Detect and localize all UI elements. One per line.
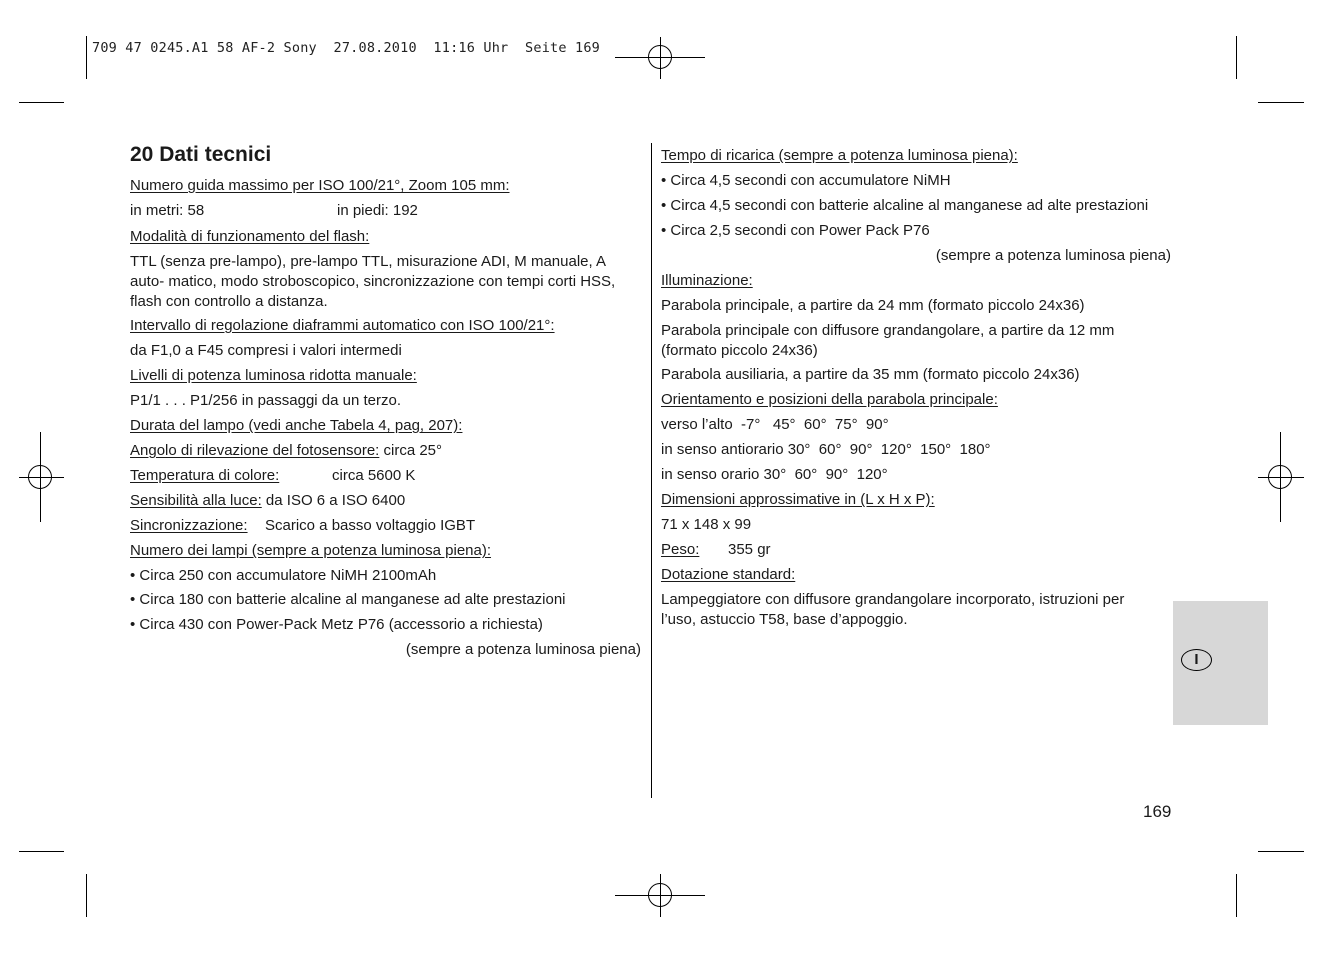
sensor-row [130, 441, 442, 461]
list-item: • Circa 180 con batterie alcaline al manganese ad alte prestazioni [130, 591, 566, 608]
list-item: • Circa 4,5 secondi con accumulatore NiMH [661, 172, 951, 189]
illumination-main: Parabola principale, a partire da 24 mm (formato piccolo 24x36) [661, 297, 1085, 314]
flashes-note: (sempre a potenza luminosa piena) [405, 641, 641, 658]
orientation-ccw: in senso antiorario 30° 60° 90° 120° 150° 180° [661, 441, 991, 458]
dimensions-label: Dimensioni approssimative in (L x H x P): [661, 491, 935, 508]
weight-label: Peso: [661, 541, 700, 558]
language-tab [1173, 601, 1268, 725]
sensitivity-row [130, 491, 405, 511]
column-divider [651, 143, 652, 798]
sensor-value: circa 25° [383, 442, 443, 459]
guide-number-feet: in piedi: 192 [337, 202, 418, 219]
illumination-wide: Parabola principale con diffusore grandangolare, a partire da 12 mm (formato piccolo 24x36) [661, 322, 1115, 359]
standard-value: Lampeggiatore con diffusore grandangolare incorporato, istruzioni per l’uso, astuccio T58, base d’appoggio. [661, 591, 1125, 628]
power-value: P1/1 . . . P1/256 in passaggi da un terzo. [130, 392, 402, 409]
crop-mark [1236, 36, 1237, 79]
modes-label: Modalità di funzionamento del flash: [130, 228, 370, 245]
orientation-cw: in senso orario 30° 60° 90° 120° [661, 466, 888, 483]
illumination-label: Illuminazione: [661, 272, 753, 289]
language-tab-label: I [1181, 649, 1212, 671]
crop-mark [1236, 874, 1237, 917]
crop-mark [86, 36, 87, 79]
weight-value: 355 gr [728, 541, 771, 558]
page-number: 169 [1143, 802, 1172, 821]
crop-mark [19, 851, 64, 852]
color-temp-label: Temperatura di colore: [130, 467, 280, 484]
crop-mark [1258, 851, 1304, 852]
list-item: • Circa 250 con accumulatore NiMH 2100mAh [130, 567, 437, 584]
sensitivity-value: da ISO 6 a ISO 6400 [265, 492, 406, 509]
list-item: • Circa 4,5 secondi con batterie alcaline al manganese ad alte prestazioni [661, 197, 1149, 214]
guide-number-label: Numero guida massimo per ISO 100/21°, Zoom 105 mm: [130, 177, 510, 194]
dimensions-value: 71 x 148 x 99 [661, 516, 752, 533]
duration-label: Durata del lampo (vedi anche Tabela 4, pag, 207): [130, 417, 463, 434]
aperture-value: da F1,0 a F45 compresi i valori intermedi [130, 342, 402, 359]
recharge-label: Tempo di ricarica (sempre a potenza luminosa piena): [661, 147, 1018, 164]
sensitivity-label: Sensibilità alla luce: [130, 492, 262, 509]
aperture-label: Intervallo di regolazione diaframmi automatico con ISO 100/21°: [130, 317, 555, 334]
guide-number-meters: in metri: 58 [130, 202, 205, 219]
crop-mark [19, 102, 64, 103]
print-slug: 709 47 0245.A1 58 AF-2 Sony 27.08.2010 11:16 Uhr Seite 169 [92, 40, 600, 56]
sync-value: Scarico a basso voltaggio IGBT [265, 517, 476, 534]
orientation-up: verso l’alto -7° 45° 60° 75° 90° [661, 416, 889, 433]
crop-mark [1258, 102, 1304, 103]
sync-label: Sincronizzazione: [130, 517, 248, 534]
color-temp-value: circa 5600 K [332, 467, 416, 484]
orientation-label: Orientamento e posizioni della parabola principale: [661, 391, 998, 408]
sensor-label: Angolo di rilevazione del fotosensore: [130, 442, 380, 459]
crop-mark [86, 874, 87, 917]
power-label: Livelli di potenza luminosa ridotta manuale: [130, 367, 417, 384]
recharge-note: (sempre a potenza luminosa piena) [935, 247, 1171, 264]
modes-text: TTL (senza pre-lampo), pre-lampo TTL, misurazione ADI, M manuale, A auto- matico, modo stroboscopico, sincronizzazione con tempi corti HSS, flash con controllo a distanza. [130, 253, 616, 310]
flashes-label: Numero dei lampi (sempre a potenza luminosa piena): [130, 542, 492, 559]
list-item: • Circa 2,5 secondi con Power Pack P76 [661, 222, 930, 239]
standard-label: Dotazione standard: [661, 566, 796, 583]
illumination-aux: Parabola ausiliaria, a partire da 35 mm (formato piccolo 24x36) [661, 366, 1080, 383]
page-title: 20 Dati tecnici [130, 143, 272, 166]
list-item: • Circa 430 con Power-Pack Metz P76 (accessorio a richiesta) [130, 616, 543, 633]
